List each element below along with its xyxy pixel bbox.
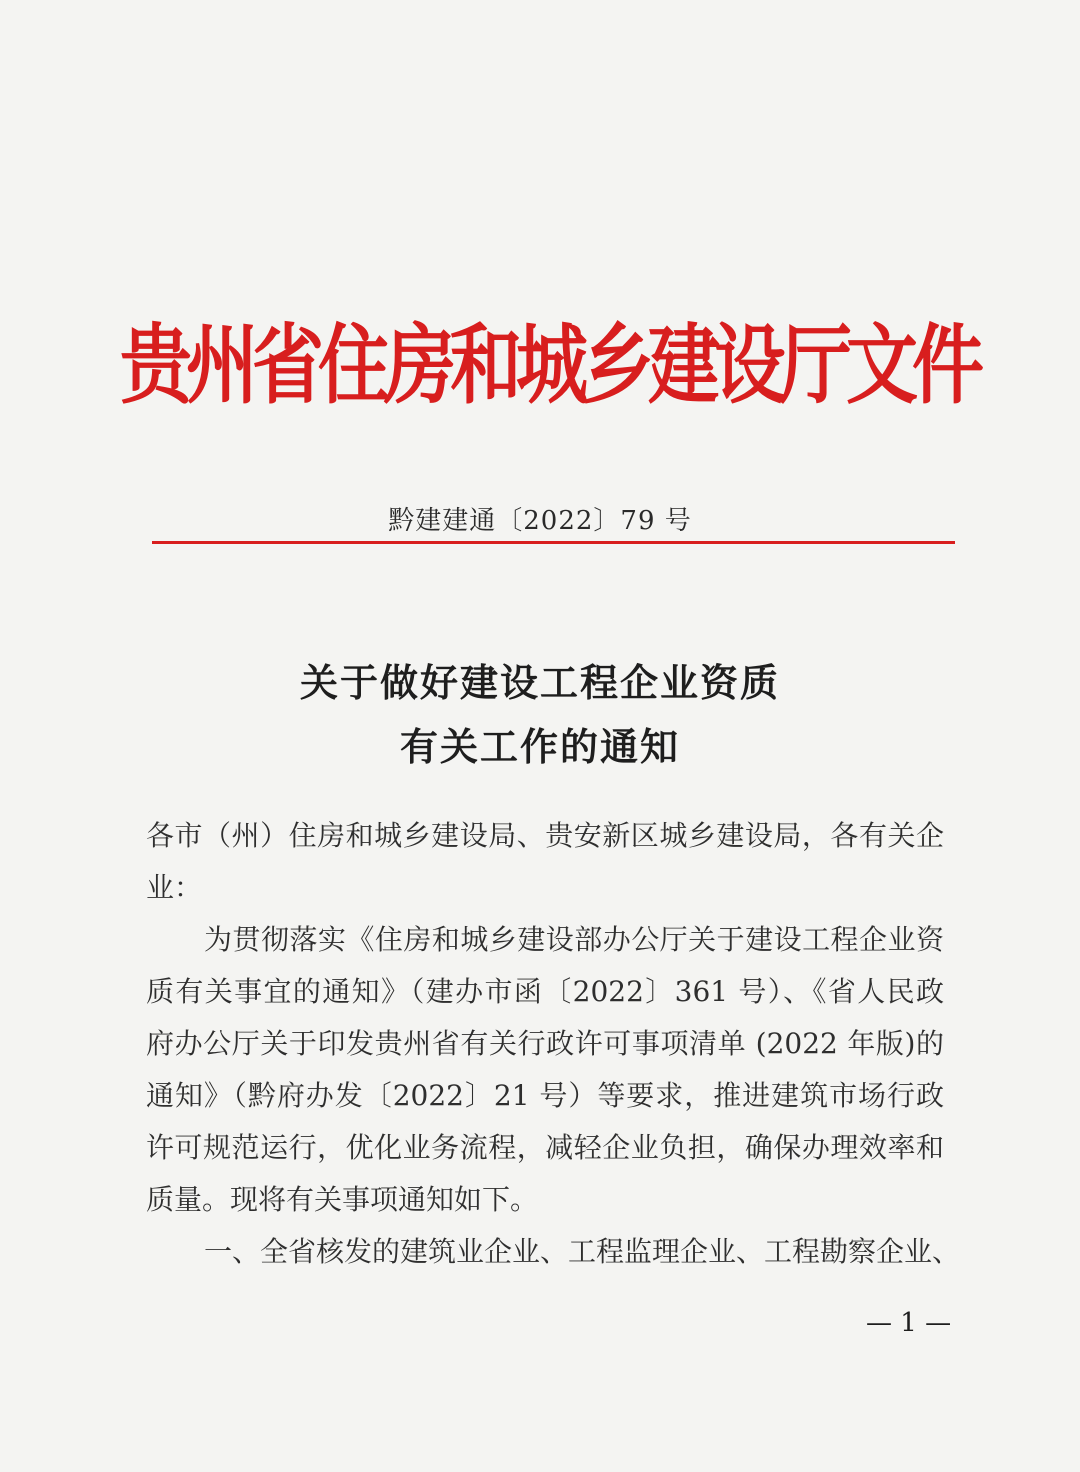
body-line: 各市（州）住房和城乡建设局、贵安新区城乡建设局，各有关企 [146,819,944,852]
notice-title-line-1: 关于做好建设工程企业资质 [299,661,780,705]
issuer-title: 贵州省住房和城乡建设厅文件 [120,314,979,416]
body-line: 质有关事宜的通知》（建办市函〔2022〕361 号）、《省人民政 [146,975,944,1008]
page-number: — 1 — [866,1308,952,1338]
body-line: 通知》（黔府办发〔2022〕21 号）等要求，推进建筑市场行政 [146,1079,944,1112]
document-number: 黔建建通〔2022〕79 号 [388,506,692,536]
body-line: 质量。现将有关事项通知如下。 [146,1183,539,1216]
body-line: 业： [146,871,203,904]
body-line: 为贯彻落实《住房和城乡建设部办公厅关于建设工程企业资 [204,923,944,956]
body-line: 一、全省核发的建筑业企业、工程监理企业、工程勘察企业、 [204,1235,961,1268]
red-divider [152,541,955,544]
body-line: 许可规范运行，优化业务流程，减轻企业负担，确保办理效率和 [146,1131,944,1164]
body-line: 府办公厅关于印发贵州省有关行政许可事项清单 (2022 年版)的 [146,1027,944,1060]
notice-title-line-2: 有关工作的通知 [399,725,680,769]
